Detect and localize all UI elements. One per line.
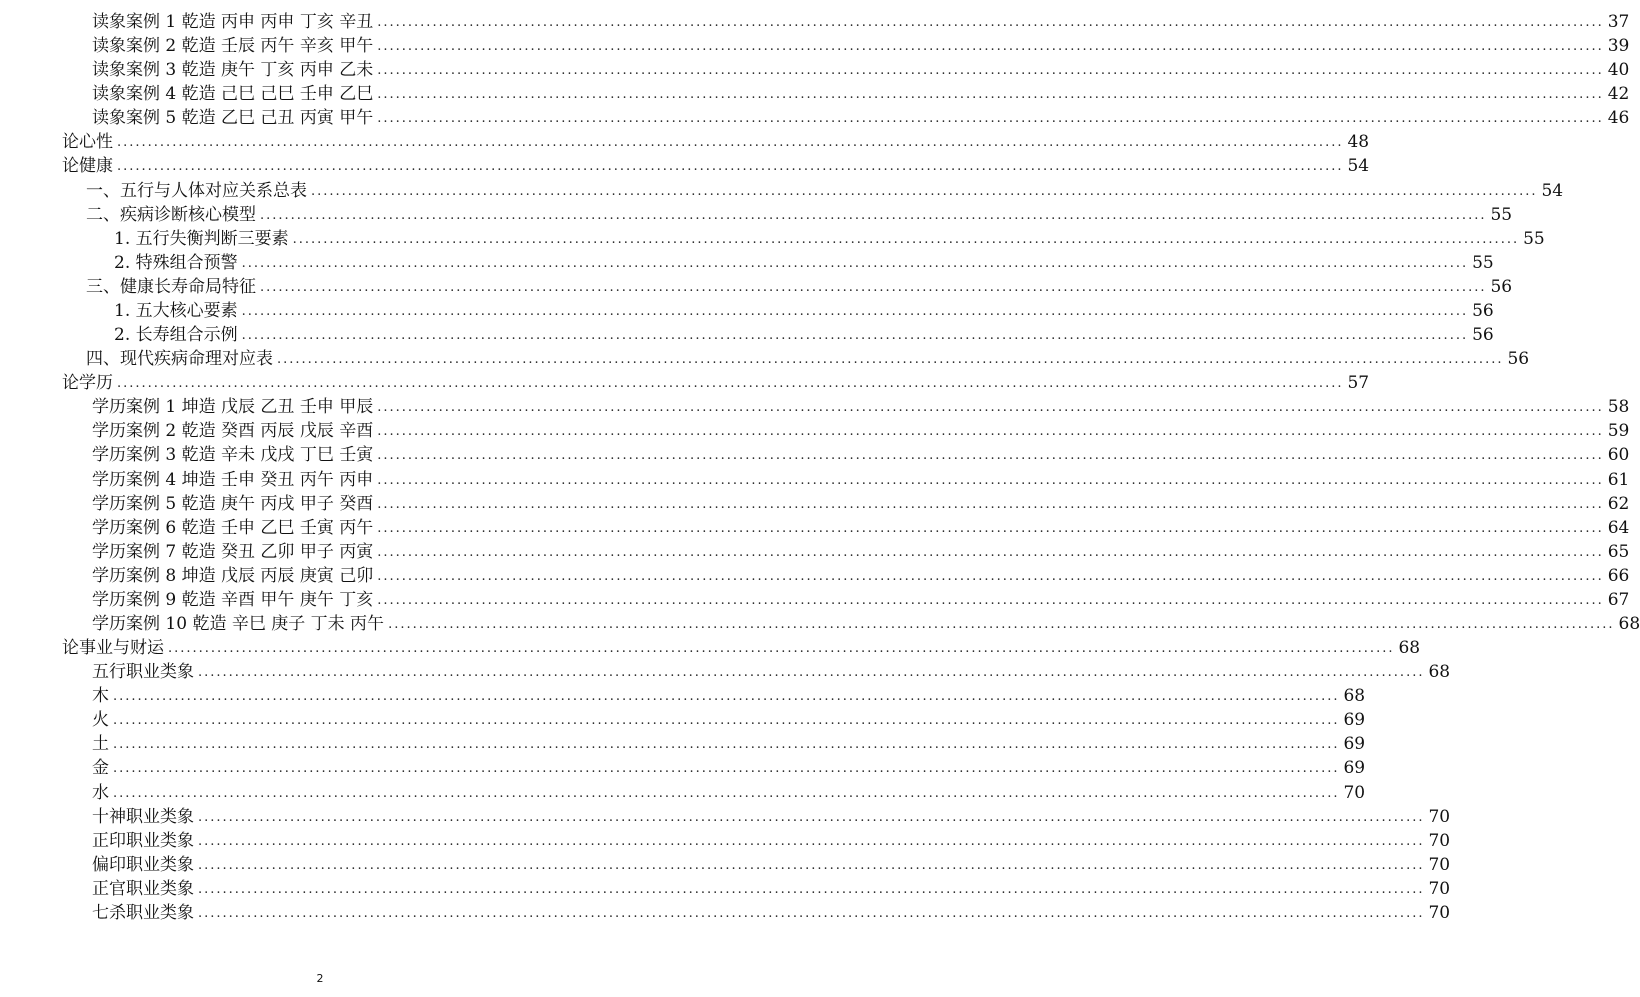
toc-leader-dots: ........................................................................................................................................................................................................ xyxy=(377,592,1604,608)
toc-leader-dots: ........................................................................................................................................................................................................ xyxy=(277,352,1504,368)
toc-entry-page: 55 xyxy=(1472,252,1494,273)
toc-entry-title: 学历案例 3 乾造 辛未 戊戌 丁巳 壬寅 xyxy=(92,445,377,465)
toc-entry-page: 68 xyxy=(1428,662,1451,683)
toc-entry-title: 1. 五大核心要素 xyxy=(114,301,242,321)
toc-entry[interactable] xyxy=(114,297,1494,321)
toc-entry-title: 论健康 xyxy=(62,156,117,176)
toc-leader-dots: ........................................................................................................................................................................................................ xyxy=(388,617,1615,632)
toc-entry-title: 二、疾病诊断核心模型 xyxy=(86,205,260,225)
toc-entry[interactable] xyxy=(92,827,1451,851)
toc-entry-title: 木 xyxy=(92,686,113,706)
toc-entry-title: 论学历 xyxy=(62,373,117,393)
toc-leader-dots: ........................................................................................................................................................................................................ xyxy=(113,737,1340,753)
toc-leader-dots: ........................................................................................................................................................................................................ xyxy=(113,713,1340,729)
toc-entry-title: 学历案例 2 乾造 癸酉 丙辰 戊辰 辛酉 xyxy=(92,421,377,441)
toc-entry[interactable] xyxy=(92,562,1630,586)
toc-leader-dots: ........................................................................................................................................................................................................ xyxy=(113,761,1340,777)
page-number: 2 xyxy=(316,972,324,985)
toc-entry-page: 68 xyxy=(1618,614,1640,634)
toc-entry[interactable] xyxy=(92,754,1366,779)
toc-leader-dots: ........................................................................................................................................................................................................ xyxy=(311,183,1538,199)
toc-leader-dots: ........................................................................................................................................................................................................ xyxy=(113,689,1340,705)
toc-leader-dots: ........................................................................................................................................................................................................ xyxy=(292,231,1520,247)
toc-entry-title: 读象案例 1 乾造 丙申 丙申 丁亥 辛丑 xyxy=(92,12,377,32)
toc-entry-title: 学历案例 8 坤造 戊辰 丙辰 庚寅 己卯 xyxy=(92,566,377,586)
toc-entry-page: 66 xyxy=(1607,565,1630,586)
toc-leader-dots: ........................................................................................................................................................................................................ xyxy=(113,785,1340,801)
toc-entry-page: 56 xyxy=(1472,300,1494,321)
toc-leader-dots: ........................................................................................................................................................................................................ xyxy=(117,376,1344,392)
toc-entry-page: 37 xyxy=(1607,12,1630,32)
toc-entry-title: 偏印职业类象 xyxy=(92,855,198,875)
toc-entry[interactable] xyxy=(92,851,1451,875)
toc-entry-title: 正官职业类象 xyxy=(92,879,198,899)
toc-entry-page: 58 xyxy=(1607,397,1630,418)
toc-entry-page: 70 xyxy=(1428,902,1451,923)
toc-entry-title: 学历案例 7 乾造 癸丑 乙卯 甲子 丙寅 xyxy=(92,542,377,562)
toc-entry-page: 54 xyxy=(1541,180,1564,201)
toc-entry-page: 56 xyxy=(1490,276,1513,297)
toc-leader-dots: ........................................................................................................................................................................................................ xyxy=(168,641,1395,657)
toc-leader-dots: ........................................................................................................................................................................................................ xyxy=(377,544,1604,560)
toc-entry-title: 水 xyxy=(92,783,113,803)
toc-entry[interactable] xyxy=(92,104,1630,129)
toc-entry-title: 读象案例 2 乾造 壬辰 丙午 辛亥 甲午 xyxy=(92,36,377,56)
toc-entry-title: 五行职业类象 xyxy=(92,662,198,682)
toc-leader-dots: ........................................................................................................................................................................................................ xyxy=(377,472,1604,488)
toc-entry-title: 2. 特殊组合预警 xyxy=(114,253,242,273)
toc-entry-page: 68 xyxy=(1343,686,1366,707)
toc-entry-title: 三、健康长寿命局特征 xyxy=(86,277,260,297)
toc-entry[interactable] xyxy=(92,490,1630,514)
toc-entry-title: 1. 五行失衡判断三要素 xyxy=(114,229,293,249)
toc-entry-title: 四、现代疾病命理对应表 xyxy=(86,349,277,369)
toc-entry-page: 70 xyxy=(1428,854,1451,875)
toc-entry[interactable] xyxy=(92,441,1630,466)
toc-entry[interactable] xyxy=(62,634,1421,659)
toc-entry[interactable] xyxy=(114,249,1494,273)
toc-leader-dots: ........................................................................................................................................................................................................ xyxy=(198,665,1425,681)
toc-entry[interactable] xyxy=(92,417,1630,442)
toc-entry[interactable] xyxy=(86,273,1513,297)
toc-entry-page: 67 xyxy=(1607,589,1630,610)
toc-entry[interactable] xyxy=(92,899,1451,923)
toc-leader-dots: ........................................................................................................................................................................................................ xyxy=(377,568,1604,584)
toc-entry-page: 54 xyxy=(1347,156,1370,177)
toc-entry-title: 学历案例 1 坤造 戊辰 乙丑 壬申 甲辰 xyxy=(92,397,377,417)
toc-entry[interactable] xyxy=(86,201,1513,225)
toc-entry-title: 读象案例 3 乾造 庚午 丁亥 丙申 乙未 xyxy=(92,60,377,80)
toc-entry[interactable] xyxy=(92,538,1630,562)
toc-leader-dots: ........................................................................................................................................................................................................ xyxy=(377,111,1604,127)
toc-entry-page: 68 xyxy=(1398,638,1421,659)
toc-leader-dots: ........................................................................................................................................................................................................ xyxy=(377,15,1604,30)
toc-leader-dots: ........................................................................................................................................................................................................ xyxy=(198,809,1425,825)
toc-entry-page: 61 xyxy=(1607,469,1630,490)
toc-leader-dots: ........................................................................................................................................................................................................ xyxy=(377,400,1604,416)
toc-leader-dots: ........................................................................................................................................................................................................ xyxy=(377,87,1604,103)
toc-entry-title: 2. 长寿组合示例 xyxy=(114,325,242,345)
toc-entry-page: 69 xyxy=(1343,758,1366,779)
toc-entry[interactable] xyxy=(92,393,1630,418)
toc-leader-dots: ........................................................................................................................................................................................................ xyxy=(241,328,1469,344)
toc-entry[interactable] xyxy=(92,466,1630,490)
toc-entry-title: 读象案例 4 乾造 己巳 己巳 壬申 乙巳 xyxy=(92,84,377,104)
toc-entry-page: 57 xyxy=(1347,373,1370,394)
toc-leader-dots: ........................................................................................................................................................................................................ xyxy=(241,303,1469,319)
toc-entry-page: 64 xyxy=(1607,517,1630,538)
toc-entry[interactable] xyxy=(86,177,1564,201)
toc-entry[interactable] xyxy=(114,225,1545,249)
toc-entry-title: 学历案例 6 乾造 壬申 乙巳 壬寅 丙午 xyxy=(92,518,377,538)
toc-leader-dots: ........................................................................................................................................................................................................ xyxy=(260,207,1487,223)
toc-entry[interactable] xyxy=(62,128,1370,153)
toc-entry-page: 70 xyxy=(1343,782,1366,803)
toc-entry[interactable] xyxy=(114,321,1494,346)
toc-leader-dots: ........................................................................................................................................................................................................ xyxy=(198,857,1425,873)
toc-entry-title: 正印职业类象 xyxy=(92,831,198,851)
toc-entry[interactable] xyxy=(92,514,1630,538)
toc-entry-title: 火 xyxy=(92,710,113,730)
toc-entry[interactable] xyxy=(92,586,1630,610)
toc-leader-dots: ........................................................................................................................................................................................................ xyxy=(198,881,1425,897)
toc-entry-title: 学历案例 4 坤造 壬申 癸丑 丙午 丙申 xyxy=(92,470,377,490)
toc-entry-title: 学历案例 5 乾造 庚午 丙戌 甲子 癸酉 xyxy=(92,494,377,514)
toc-entry-page: 59 xyxy=(1607,421,1630,442)
toc-leader-dots: ........................................................................................................................................................................................................ xyxy=(377,424,1604,440)
toc-entry-title: 十神职业类象 xyxy=(92,807,198,827)
toc-entry[interactable] xyxy=(86,345,1530,370)
toc-leader-dots: ........................................................................................................................................................................................................ xyxy=(377,496,1604,512)
toc-entry-page: 70 xyxy=(1428,806,1451,827)
toc-entry-title: 论事业与财运 xyxy=(62,638,168,658)
toc-entry[interactable] xyxy=(62,152,1370,177)
toc-entry-page: 56 xyxy=(1507,349,1530,370)
toc-leader-dots: ........................................................................................................................................................................................................ xyxy=(117,135,1344,151)
toc-entry-title: 一、五行与人体对应关系总表 xyxy=(86,181,311,201)
toc-entry[interactable] xyxy=(92,706,1366,731)
toc-leader-dots: ........................................................................................................................................................................................................ xyxy=(377,39,1604,55)
toc-leader-dots: ........................................................................................................................................................................................................ xyxy=(241,255,1469,271)
toc-leader-dots: ........................................................................................................................................................................................................ xyxy=(377,520,1604,536)
toc-entry[interactable] xyxy=(92,32,1630,57)
toc-entry-page: 62 xyxy=(1607,493,1630,514)
toc-leader-dots: ........................................................................................................................................................................................................ xyxy=(260,279,1487,295)
toc-entry[interactable] xyxy=(92,682,1366,707)
toc-leader-dots: ........................................................................................................................................................................................................ xyxy=(377,448,1604,464)
toc-leader-dots: ........................................................................................................................................................................................................ xyxy=(198,905,1425,921)
toc-entry-page: 60 xyxy=(1607,445,1630,466)
toc-entry-page: 69 xyxy=(1343,710,1366,731)
toc-entry[interactable] xyxy=(92,779,1366,803)
toc-entry-page: 70 xyxy=(1428,830,1451,851)
toc-entry[interactable] xyxy=(92,803,1451,827)
toc-entry[interactable] xyxy=(92,658,1451,683)
toc-entry-page: 39 xyxy=(1607,36,1630,57)
toc-entry-title: 土 xyxy=(92,734,113,754)
toc-entry-page: 40 xyxy=(1607,60,1630,81)
toc-entry[interactable] xyxy=(92,80,1630,105)
toc-entry-page: 48 xyxy=(1347,132,1370,153)
toc-leader-dots: ........................................................................................................................................................................................................ xyxy=(198,833,1425,849)
toc-entry-title: 论心性 xyxy=(62,132,117,152)
toc-entry-title: 七杀职业类象 xyxy=(92,903,198,923)
toc-leader-dots: ........................................................................................................................................................................................................ xyxy=(117,159,1344,175)
toc-entry-title: 读象案例 5 乾造 乙巳 己丑 丙寅 甲午 xyxy=(92,108,377,128)
toc-entry-page: 56 xyxy=(1472,325,1494,346)
toc-entry[interactable] xyxy=(62,369,1370,394)
toc-entry-page: 42 xyxy=(1607,84,1630,105)
toc-leader-dots: ........................................................................................................................................................................................................ xyxy=(377,63,1604,79)
toc-entry[interactable] xyxy=(92,8,1630,32)
toc-entry-page: 65 xyxy=(1607,541,1630,562)
toc-entry-title: 学历案例 10 乾造 辛巳 庚子 丁未 丙午 xyxy=(92,614,388,634)
toc-entry[interactable] xyxy=(92,730,1366,755)
toc-entry-page: 70 xyxy=(1428,878,1451,899)
toc-entry[interactable] xyxy=(92,610,1640,634)
toc-entry[interactable] xyxy=(92,875,1451,899)
toc-entry-page: 55 xyxy=(1523,228,1545,249)
toc-entry-title: 学历案例 9 乾造 辛酉 甲午 庚午 丁亥 xyxy=(92,590,377,610)
toc-entry-page: 55 xyxy=(1490,204,1513,225)
toc-entry-page: 69 xyxy=(1343,734,1366,755)
toc-entry-title: 金 xyxy=(92,758,113,778)
toc-entry[interactable] xyxy=(92,56,1630,81)
toc-entry-page: 46 xyxy=(1607,108,1630,129)
